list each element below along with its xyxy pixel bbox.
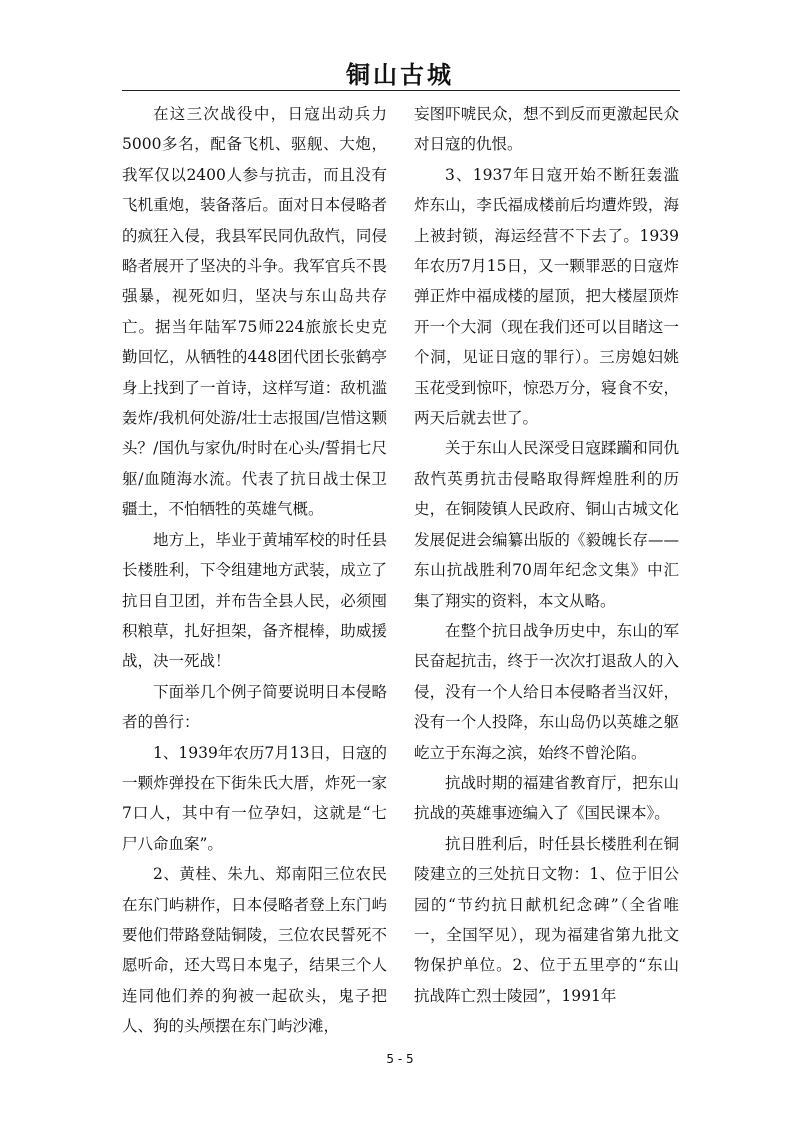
paragraph: 在这三次战役中，日寇出动兵力5000多名，配备飞机、驱舰、大炮，我军仅以2400人参与抗击，而且没有飞机重炮，装备落后。面对日本侵略者的疯狂入侵，我县军民同仇敌忾，同侵略者展开了坚决的斗争。我军官兵不畏强暴，视死如归，坚决与东山岛共存亡。据当年陆军75师224旅旅长史克勤回忆，从牺牲的448团代团长张鹤亭身上找到了一首诗，这样写道：敌机滥轰炸/我机何处游/壮士志报国/岂惜这颗头？/国仇与家仇/时时在心头/誓捐七尺躯/血随海水流。代表了抗日战士保卫疆土，不怕牺牲的英雄气概。: [122, 105, 387, 519]
paragraph: 地方上，毕业于黄埔军校的时任县长楼胜利，下令组建地方武装，成立了抗日自卫团，并布告全县人民，必须囤积粮草，扎好担架，备齐棍棒，助威援战，决一死战！: [122, 530, 387, 671]
header-divider: [122, 90, 680, 91]
paragraph: 抗战时期的福建省教育厅，把东山抗战的英雄事迹编入了《国民课本》。: [414, 773, 679, 823]
paragraph: 关于东山人民深受日寇蹂躏和同仇敌忾英勇抗击侵略取得辉煌胜利的历史，在铜陵镇人民政府、铜山古城文化发展促进会编纂出版的《毅魄长存——东山抗战胜利70周年纪念文集》中汇集了翔实的资料，本文从略。: [414, 439, 679, 610]
page-title: 铜山古城: [346, 60, 454, 89]
page-number: 5 - 5: [386, 1052, 414, 1066]
paragraph: 1、1939年农历7月13日，日寇的一颗炸弹投在下街朱氏大厝，炸死一家7口人，其中有一位孕妇，这就是“七尸八命血案”。: [122, 743, 387, 853]
left-column: [122, 99, 387, 1042]
paragraph: 2、黄桂、朱九、郑南阳三位农民在东门屿耕作，日本侵略者登上东门屿要他们带路登陆铜陵，三位农民誓死不愿听命，还大骂日本鬼子，结果三个人连同他们养的狗被一起砍头，鬼子把人、狗的头颅摆在东门屿沙滩，: [122, 865, 387, 1036]
paragraph: 抗日胜利后，时任县长楼胜利在铜陵建立的三处抗日文物：1、位于旧公园的“节约抗日献机纪念碑”（全省唯一，全国罕见），现为福建省第九批文物保护单位。2、位于五里亭的“东山抗战阵亡烈士陵园”，1991年: [414, 834, 679, 1005]
paragraph: 在整个抗日战争历史中，东山的军民奋起抗击，终于一次次打退敌人的入侵，没有一个人给日本侵略者当汉奸，没有一个人投降，东山岛仍以英雄之躯屹立于东海之滨，始终不曾沦陷。: [414, 621, 679, 762]
paragraph: 3、1937年日寇开始不断狂轰滥炸东山，李氏福成楼前后均遭炸毁，海上被封锁，海运经营不下去了。1939年农历7月15日，又一颗罪恶的日寇炸弹正炸中福成楼的屋顶，把大楼屋顶炸开一个大洞（现在我们还可以目睹这一个洞，见证日寇的罪行）。三房媳妇姚玉花受到惊吓，惊恐万分，寝食不安，两天后就去世了。: [414, 165, 679, 428]
paragraph-continuation: 妄图吓唬民众，想不到反而更激起民众对日寇的仇恨。: [414, 105, 679, 154]
right-column: [414, 99, 679, 1011]
paragraph: 下面举几个例子简要说明日本侵略者的兽行：: [122, 682, 387, 732]
